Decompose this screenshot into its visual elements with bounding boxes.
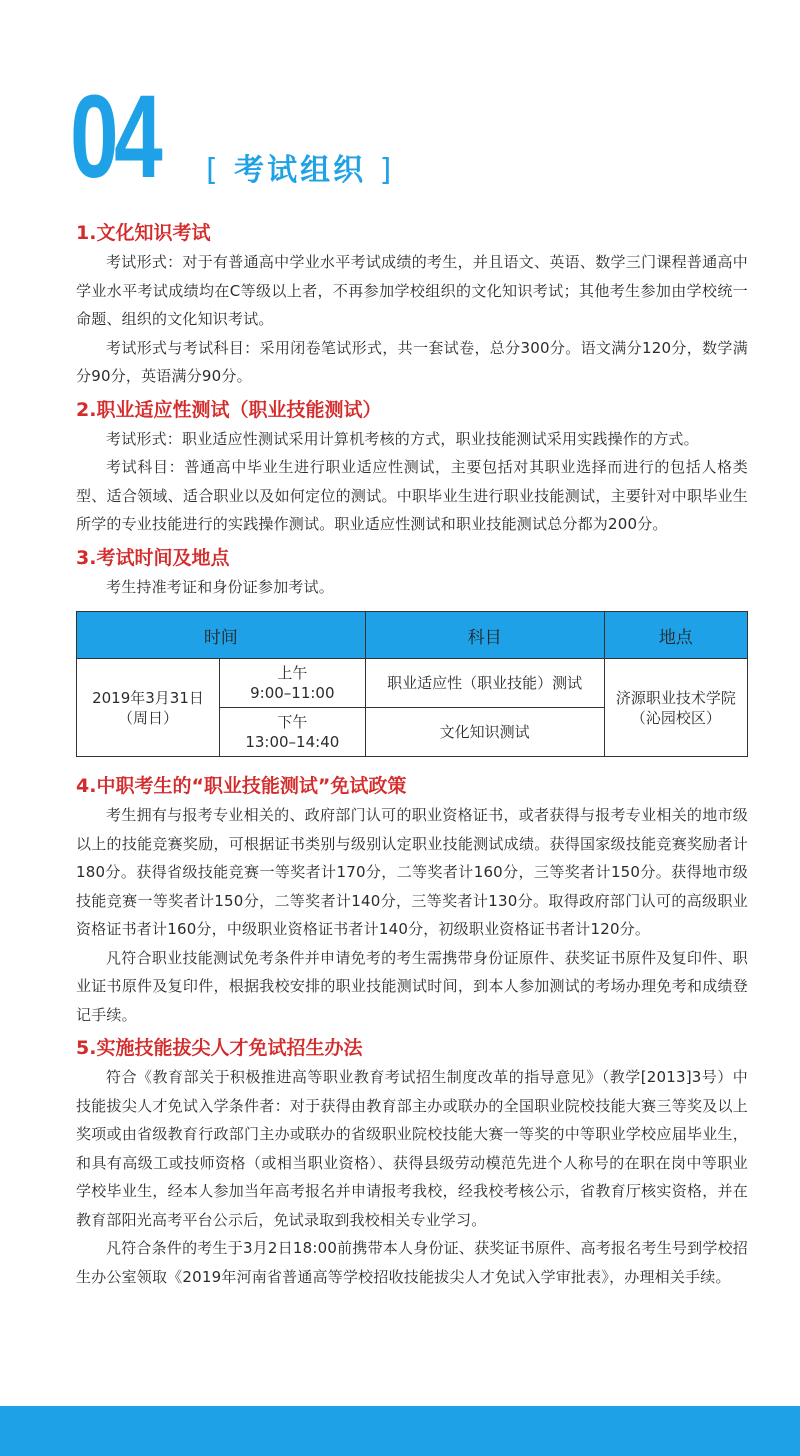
table-row — [77, 659, 748, 708]
location-cell — [604, 659, 747, 757]
am-time-cell — [220, 659, 366, 708]
exam-schedule-table — [76, 611, 748, 757]
date-text: 2019年3月31日 — [92, 688, 204, 707]
table-header-row — [77, 612, 748, 659]
weekday-text: （周日） — [117, 708, 178, 727]
pm-label: 下午 — [277, 713, 308, 731]
section-title-2: 2.职业适应性测试（职业技能测试） — [76, 398, 382, 421]
section-heading — [206, 145, 394, 189]
paragraph: 考试形式：对于有普通高中学业水平考试成绩的考生，并且语文、英语、数学三门课程普通高中学业水平考试成绩均在C等级以上者，不再参加学校组织的文化知识考试；其他考生参加由学校统一命题、组织的文化知识考试。 — [76, 253, 748, 328]
bracket-right: ] — [379, 153, 395, 188]
pm-time-cell — [220, 708, 366, 757]
section-title-3: 3.考试时间及地点 — [76, 546, 230, 569]
bracket-left: [ — [206, 153, 221, 188]
paragraph: 考试形式：职业适应性测试采用计算机考核的方式，职业技能测试采用实践操作的方式。 — [106, 429, 699, 448]
subject-am-cell: 职业适应性（职业技能）测试 — [365, 659, 604, 708]
location-name: 济源职业技术学院 — [615, 688, 736, 707]
section-title-5: 5.实施技能拔尖人才免试招生办法 — [76, 1037, 363, 1059]
paragraph: 符合《教育部关于积极推进高等职业教育考试招生制度改革的指导意见》（教学[2013]3号）中技能拔尖人才免试入学条件者：对于获得由教育部主办或联办的全国职业院校技能大赛三等奖及以上奖项或由省级教育行政部门主办或联办的省级职业院校技能大赛一等奖的中等职业学校应届毕业生，和具有高级工或技师资格（或相当职业资格）、获得县级劳动模范先进个人称号的在职在岗中等职业学校毕业生，经本人参加当年高考报名并申请报考我校，经我校考核公示，省教育厅核实资格，并在教育部阳光高考平台公示后，免试录取到我校相关专业学习。 — [76, 1068, 748, 1229]
section-title-4: 4.中职考生的“职业技能测试”免试政策 — [76, 775, 407, 797]
paragraph: 考生持准考证和身份证参加考试。 — [106, 577, 335, 596]
paragraph: 凡符合条件的考生于3月2日18:00前携带本人身份证、获奖证书原件、高考报名考生号到学校招生办公室领取《2019年河南省普通高等学校招收技能拔尖人才免试入学审批表》，办理相关手续。 — [76, 1239, 748, 1286]
pm-time: 13:00–14:40 — [245, 733, 340, 751]
location-campus: （沁园校区） — [630, 708, 721, 727]
date-cell — [77, 659, 220, 757]
am-time: 9:00–11:00 — [250, 684, 335, 702]
paragraph: 考试科目：普通高中毕业生进行职业适应性测试，主要包括对其职业选择而进行的包括人格类型、适合领域、适合职业以及如何定位的测试。中职毕业生进行职业技能测试，主要针对中职毕业生所学的专业技能进行的实践操作测试。职业适应性测试和职业技能测试总分都为200分。 — [76, 458, 748, 533]
document-body — [76, 218, 748, 1291]
section-number: 04 — [70, 71, 159, 203]
header-time: 时间 — [77, 612, 366, 659]
paragraph: 考试形式与考试科目：采用闭卷笔试形式，共一套试卷，总分300分。语文满分120分，数学满分90分，英语满分90分。 — [76, 338, 748, 385]
header-subject: 科目 — [365, 612, 604, 659]
footer-bar — [0, 1406, 800, 1456]
subject-pm-cell: 文化知识测试 — [365, 708, 604, 757]
am-label: 上午 — [277, 664, 308, 682]
paragraph: 凡符合职业技能测试免考条件并申请免考的考生需携带身份证原件、获奖证书原件及复印件、职业证书原件及复印件，根据我校安排的职业技能测试时间，到本人参加测试的考场办理免考和成绩登记手续。 — [76, 948, 748, 1024]
header-location: 地点 — [604, 612, 747, 659]
section-title-1: 1.文化知识考试 — [76, 222, 211, 244]
section-heading-text: 考试组织 — [234, 153, 367, 188]
paragraph: 考生拥有与报考专业相关的、政府部门认可的职业资格证书，或者获得与报考专业相关的地市级以上的技能竞赛奖励，可根据证书类别与级别认定职业技能测试成绩。获得国家级技能竞赛奖励者计180分。获得省级技能竞赛一等奖者计170分，二等奖者计160分，三等奖者计150分。获得地市级技能竞赛一等奖者计150分，二等奖者计140分，三等奖者计130分。取得政府部门认可的高级职业资格证书者计160分，中级职业资格证书者计140分，初级职业资格证书者计120分。 — [76, 806, 748, 938]
